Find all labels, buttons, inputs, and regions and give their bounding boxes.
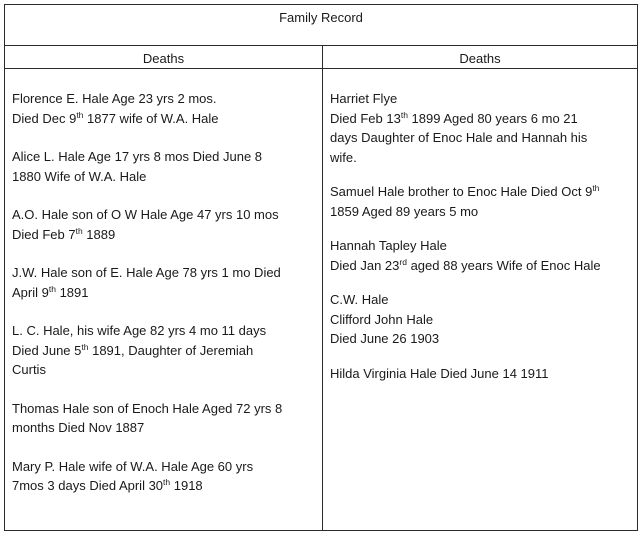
deaths-column-left	[12, 69, 317, 496]
death-record-entry	[330, 290, 633, 349]
entry-text: Mary P. Hale wife of W.A. Hale Age 60 yrs	[12, 458, 254, 474]
entry-text: 1899 Aged 80 years 6 mo 21	[407, 110, 578, 126]
death-record-entry	[12, 263, 317, 302]
entry-line	[330, 290, 633, 310]
death-record-entry	[12, 399, 317, 438]
death-record-entry	[12, 205, 317, 244]
entry-text: Thomas Hale son of Enoch Hale Aged 72 yrs 8	[12, 400, 283, 416]
entry-line	[12, 321, 317, 341]
entry-text: 7mos 3 days Died April 30	[12, 478, 164, 493]
entry-text: days Daughter of Enoc Hale and Hannah his	[330, 130, 588, 145]
entry-line	[12, 89, 317, 109]
entry-line	[12, 341, 317, 361]
entry-text: 1880 Wife of W.A. Hale	[12, 168, 147, 184]
entry-line	[12, 476, 317, 496]
entry-text: 1859 Aged 89 years 5 mo	[330, 203, 479, 219]
entry-text: C.W. Hale	[330, 292, 389, 307]
entry-text: Clifford John Hale	[330, 311, 434, 327]
entry-line	[12, 399, 317, 419]
death-record-entry	[12, 321, 317, 380]
deaths-header-right: Deaths	[323, 46, 637, 69]
entry-line	[12, 360, 317, 380]
deaths-header-left: Deaths	[5, 46, 322, 69]
death-record-entry	[330, 236, 633, 275]
death-record-entry	[330, 364, 633, 384]
family-record-table	[4, 4, 638, 531]
entry-text: 1889	[82, 226, 116, 242]
entry-text: 1877 wife of W.A. Hale	[83, 110, 219, 126]
entry-line	[330, 89, 633, 109]
entry-text: A.O. Hale son of O W Hale Age 47 yrs 10 mos	[12, 207, 279, 222]
entry-text: 1891	[55, 284, 89, 300]
entry-line	[330, 310, 633, 330]
entry-text: April 9	[12, 284, 49, 300]
entry-line	[12, 418, 317, 438]
ordinal-suffix: th	[76, 109, 84, 120]
entry-text: 1891, Daughter of Jeremiah	[88, 342, 254, 358]
entry-text: Samuel Hale brother to Enoc Hale Died Oct 9	[330, 184, 593, 199]
death-record-entry	[330, 182, 633, 221]
entry-line	[12, 167, 317, 187]
entry-text: Died Feb 13	[330, 110, 401, 126]
entry-line	[330, 182, 633, 202]
ordinal-suffix: th	[75, 225, 83, 236]
entry-text: Died Dec 9	[12, 110, 77, 126]
ordinal-suffix: th	[592, 183, 600, 193]
ordinal-suffix: th	[81, 341, 89, 352]
entry-text: months Died Nov 1887	[12, 420, 145, 435]
death-record-entry	[330, 89, 633, 167]
entry-text: Died June 5	[12, 342, 82, 358]
entry-line	[12, 147, 317, 167]
entry-text: Curtis	[12, 362, 46, 377]
entry-text: Died June 26 1903	[330, 331, 440, 346]
entry-line	[330, 202, 633, 222]
entry-line	[12, 263, 317, 283]
entry-text: Florence E. Hale Age 23 yrs 2 mos.	[12, 91, 217, 106]
entry-text: Harriet Flye	[330, 91, 398, 106]
entry-text: aged 88 years Wife of Enoc Hale	[406, 257, 601, 273]
entry-text: wife.	[330, 149, 357, 165]
entry-text: J.W. Hale son of E. Hale Age 78 yrs 1 mo Died	[12, 265, 281, 280]
entry-line	[12, 225, 317, 245]
death-record-entry	[12, 89, 317, 128]
entry-line	[330, 329, 633, 349]
entry-line	[12, 457, 317, 477]
entry-line	[12, 205, 317, 225]
ordinal-suffix: th	[48, 283, 56, 294]
entry-line	[12, 109, 317, 129]
entry-line	[330, 128, 633, 148]
entry-line	[330, 256, 633, 276]
entry-line	[330, 148, 633, 168]
entry-text: L. C. Hale, his wife Age 82 yrs 4 mo 11 days	[12, 323, 267, 338]
deaths-column-right	[330, 69, 633, 383]
entry-text: Died Jan 23	[330, 257, 400, 273]
entry-line	[12, 283, 317, 303]
entry-text: 1918	[170, 478, 203, 493]
entry-line	[330, 236, 633, 256]
entry-line	[330, 364, 633, 384]
entry-text: Hannah Tapley Hale	[330, 238, 447, 253]
table-title: Family Record	[5, 5, 637, 46]
ordinal-suffix: th	[400, 109, 408, 120]
entry-text: Alice L. Hale Age 17 yrs 8 mos Died June 8	[12, 149, 263, 164]
entry-text: Died Feb 7	[12, 226, 76, 242]
column-divider	[322, 46, 323, 530]
entry-text: Hilda Virginia Hale Died June 14 1911	[330, 365, 549, 381]
entry-line	[330, 109, 633, 129]
ordinal-suffix: th	[163, 477, 171, 487]
ordinal-suffix: rd	[399, 256, 407, 267]
death-record-entry	[12, 147, 317, 186]
death-record-entry	[12, 457, 317, 496]
